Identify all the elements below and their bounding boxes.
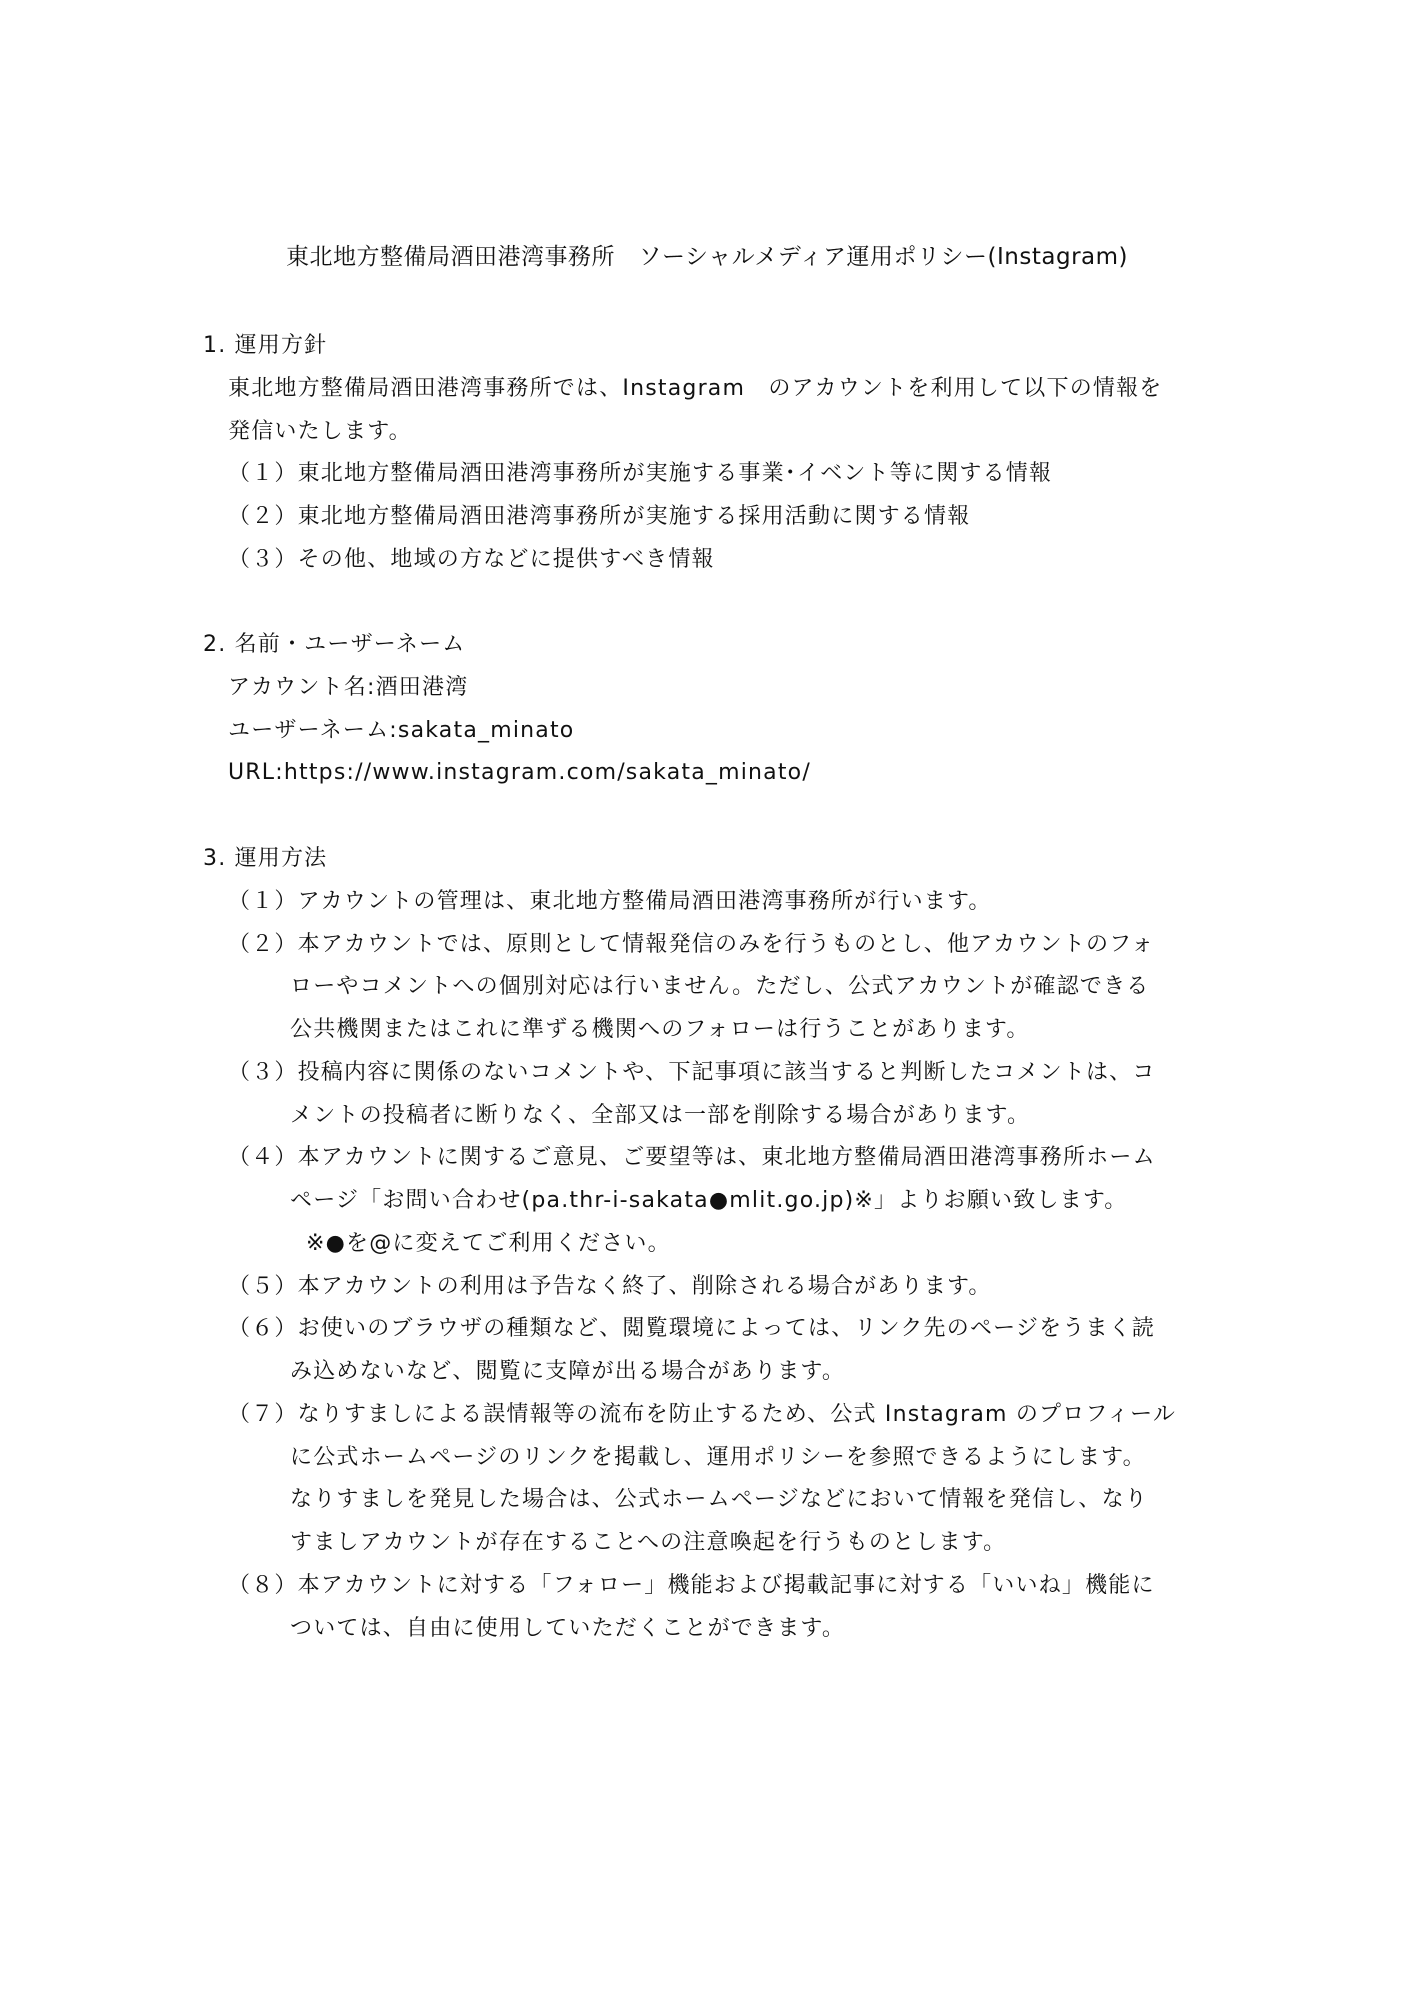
section-3-item-3-line-1: （３）投稿内容に関係のないコメントや、下記事項に該当すると判断したコメントは、コ bbox=[228, 1060, 1156, 1085]
section-3-item-7-line-1: （７）なりすましによる誤情報等の流布を防止するため、公式 Instagram のプロフィール bbox=[228, 1402, 1177, 1427]
account-name: アカウント名:酒田港湾 bbox=[228, 675, 469, 700]
section-3-item-2-line-3: 公共機関またはこれに準ずる機関へのフォローは行うことがあります。 bbox=[290, 1017, 1030, 1042]
section-3-heading: 3. 運用方法 bbox=[203, 846, 328, 871]
section-2-heading: 2. 名前・ユーザーネーム bbox=[203, 632, 466, 657]
section-3-item-5: （５）本アカウントの利用は予告なく終了、削除される場合があります。 bbox=[228, 1274, 992, 1299]
section-3-item-3-line-2: メントの投稿者に断りなく、全部又は一部を削除する場合があります。 bbox=[290, 1103, 1031, 1128]
section-1-item-1: （１）東北地方整備局酒田港湾事務所が実施する事業･イベント等に関する情報 bbox=[228, 461, 1053, 486]
section-3-item-4-line-1: （４）本アカウントに関するご意見、ご要望等は、東北地方整備局酒田港湾事務所ホーム bbox=[228, 1145, 1156, 1170]
section-3-item-6-line-2: み込めないなど、閲覧に支障が出る場合があります。 bbox=[290, 1359, 846, 1384]
section-1-intro-line-2: 発信いたします。 bbox=[228, 419, 412, 444]
section-3-item-8-line-1: （８）本アカウントに対する「フォロー」機能および掲載記事に対する「いいね」機能に bbox=[228, 1573, 1155, 1598]
document-title: 東北地方整備局酒田港湾事務所 ソーシャルメディア運用ポリシー(Instagram) bbox=[285, 244, 1128, 270]
section-3-item-2-line-2: ローやコメントへの個別対応は行いません。ただし、公式アカウントが確認できる bbox=[290, 974, 1150, 999]
section-3-item-4-line-2: ページ「お問い合わせ(pa.thr-i-sakata●mlit.go.jp)※」よりお願い致します。 bbox=[290, 1188, 1128, 1213]
account-url: URL:https://www.instagram.com/sakata_minato/ bbox=[228, 760, 811, 785]
section-3-item-7-line-2: に公式ホームページのリンクを掲載し、運用ポリシーを参照できるようにします。 bbox=[290, 1445, 1146, 1470]
section-1-intro-line-1: 東北地方整備局酒田港湾事務所では、Instagram のアカウントを利用して以下の情報を bbox=[228, 376, 1163, 401]
section-3-item-7-line-4: すましアカウントが存在することへの注意喚起を行うものとします。 bbox=[290, 1530, 1007, 1555]
section-1-item-3: （３）その他、地域の方などに提供すべき情報 bbox=[228, 547, 715, 572]
section-3-item-4-note: ※●を@に変えてご利用ください。 bbox=[306, 1231, 671, 1256]
section-1-item-2: （２）東北地方整備局酒田港湾事務所が実施する採用活動に関する情報 bbox=[228, 504, 971, 529]
section-3-item-2-line-1: （２）本アカウントでは、原則として情報発信のみを行うものとし、他アカウントのフォ bbox=[228, 932, 1155, 957]
section-3-item-1: （１）アカウントの管理は、東北地方整備局酒田港湾事務所が行います。 bbox=[228, 889, 992, 914]
section-1-heading: 1. 運用方針 bbox=[203, 333, 328, 358]
username: ユーザーネーム:sakata_minato bbox=[228, 718, 575, 743]
section-3-item-7-line-3: なりすましを発見した場合は、公式ホームページなどにおいて情報を発信し、なり bbox=[290, 1487, 1148, 1512]
section-3-item-8-line-2: ついては、自由に使用していただくことができます。 bbox=[290, 1616, 846, 1641]
section-3-item-6-line-1: （６）お使いのブラウザの種類など、閲覧環境によっては、リンク先のページをうまく読 bbox=[228, 1316, 1156, 1341]
